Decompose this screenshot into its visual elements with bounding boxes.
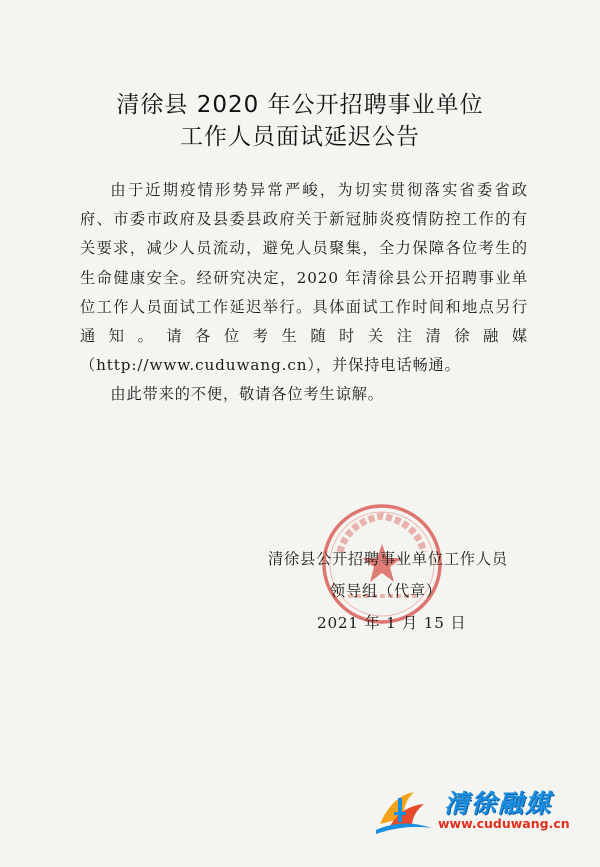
signature-date: 2021 年 1 月 15 日 bbox=[317, 614, 467, 632]
qingxu-media-watermark bbox=[372, 782, 577, 838]
watermark-name: 清徐融媒 bbox=[444, 789, 553, 818]
watermark-url: www.cuduwang.cn bbox=[438, 816, 570, 831]
notice-paragraph-main: 由于近期疫情形势异常严峻，为切实贯彻落实省委省政府、市委市政府及县委县政府关于新冠肺炎疫情防控工作的有关要求，减少人员流动，避免人员聚集，全力保障各位考生的生命健康安全。经研究决定，2020 年清徐县公开招聘事业单位工作人员面试工作延迟举行。具体面试工作时间和地点另行通知。请各位考生随时关注清徐融媒（http://www.cuduwang.cn），并保持电话畅通。 bbox=[80, 181, 528, 375]
signature-organization: 清徐县公开招聘事业单位工作人员 bbox=[268, 550, 508, 568]
notice-paragraph-apology: 由此带来的不便，敬请各位考生谅解。 bbox=[110, 385, 384, 404]
signature-leading-group: 领导组（代章） bbox=[330, 582, 442, 600]
notice-title-line2: 工作人员面试延迟公告 bbox=[180, 124, 420, 150]
notice-body bbox=[80, 176, 528, 410]
qingxu-media-logo-icon bbox=[372, 782, 436, 838]
notice-title-line1: 清徐县 2020 年公开招聘事业单位 bbox=[116, 92, 484, 118]
